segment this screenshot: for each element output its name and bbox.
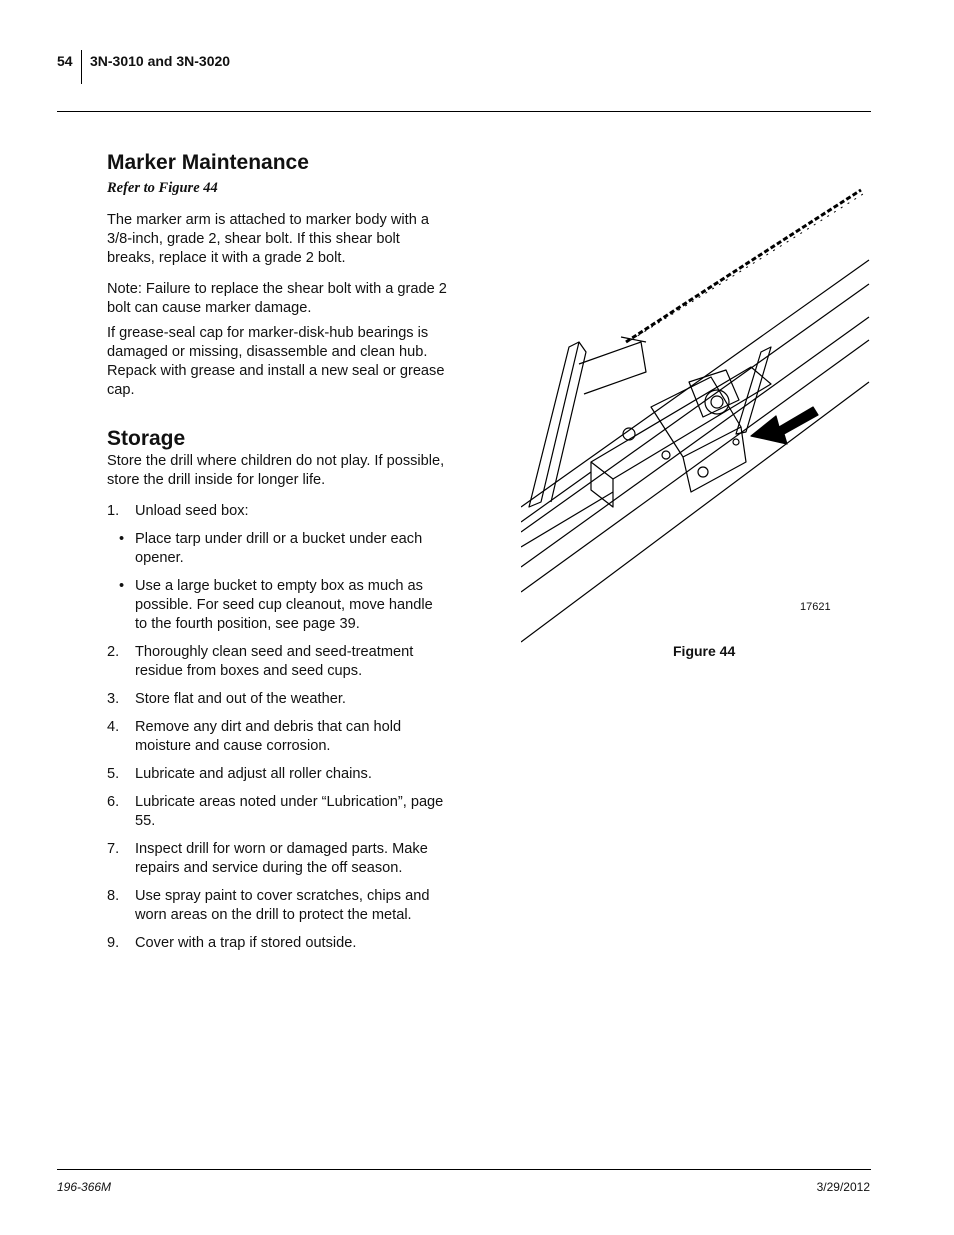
grease-cap-paragraph: If grease-seal cap for marker-disk-hub bearings is damaged or missing, disassemble and clean hub. Repack with grease and install a new seal or grease cap. [107,325,445,398]
page-number: 54 [57,53,73,69]
list-item [107,643,447,681]
figure-reference: Refer to Figure 44 [107,180,218,196]
main-column [107,150,447,962]
hub-bearing [689,370,739,417]
step-number: 8. [107,888,120,904]
bullet-text: Use a large bucket to empty box as much as possible. For seed cup cleanout, move handle to the fourth position, see page 39. [135,578,433,632]
step-text: Cover with a trap if stored outside. [135,935,357,951]
storage-steps [107,502,447,953]
figure-code: 17621 [800,601,831,613]
marker-arm [521,340,869,592]
hub-bearing [711,396,723,408]
footer-doc-number: 196-366M [57,1180,112,1194]
list-item [107,887,447,925]
step-text: Lubricate and adjust all roller chains. [135,766,372,782]
marker-maintenance-heading: Marker Maintenance [107,151,309,174]
step-number: 1. [107,503,120,519]
marker-paragraph: The marker arm is attached to marker body with a 3/8-inch, grade 2, shear bolt. If this shear bolt breaks, replace it with a grade 2 bolt. [107,212,429,266]
list-item [107,840,447,878]
footer-rule [57,1169,871,1170]
chain [626,190,861,342]
storage-heading: Storage [107,427,186,450]
list-item [107,530,447,568]
step-text: Use spray paint to cover scratches, chips and worn areas on the drill to protect the metal. [135,888,430,923]
step-number: 6. [107,794,120,810]
bullet-text: Place tarp under drill or a bucket under each opener. [135,531,423,566]
figure-caption: Figure 44 [673,643,736,659]
frame-post [551,342,586,502]
step-number: 9. [107,935,120,951]
arrow-icon [751,407,818,444]
step-number: 7. [107,841,120,857]
list-item [107,690,447,709]
header-divider [81,50,82,84]
step-number: 5. [107,766,120,782]
mounting-bracket [651,377,741,457]
list-item [107,765,447,784]
frame-post [529,342,579,507]
marker-note: Note: Failure to replace the shear bolt with a grade 2 bolt can cause marker damage. [107,281,447,316]
unload-substeps [119,530,447,634]
step-number: 3. [107,691,120,707]
bullet-glyph: • [119,578,125,594]
list-item [107,934,447,953]
step-text: Thoroughly clean seed and seed-treatment residue from boxes and seed cups. [135,644,414,679]
footer-date: 3/29/2012 [816,1180,870,1194]
list-item [107,502,447,634]
frame-bar [579,342,646,394]
bullet-glyph: • [119,531,125,547]
step-text: Remove any dirt and debris that can hold moisture and cause corrosion. [135,719,402,754]
storage-intro: Store the drill where children do not play. If possible, store the drill inside for longer life. [107,453,445,488]
chain [631,194,863,340]
step-number: 4. [107,719,120,735]
header-rule [57,111,871,112]
step-number: 2. [107,644,120,660]
square-tube [521,492,613,547]
list-item [107,718,447,756]
bolt-head [662,451,670,459]
figure-44-illustration [521,172,871,647]
marker-arm [521,317,869,567]
list-item [107,577,447,634]
step-text: Inspect drill for worn or damaged parts. Make repairs and service during the off season. [135,841,428,876]
mounting-bracket [683,427,746,492]
document-title: 3N-3010 and 3N-3020 [90,53,231,69]
shear-bolt [698,467,708,477]
list-item [107,793,447,831]
page-header [57,50,871,84]
bolt-head [733,439,739,445]
step-text: Lubricate areas noted under “Lubrication”, page 55. [135,794,444,829]
step-text: Unload seed box: [135,503,249,519]
step-text: Store flat and out of the weather. [135,691,346,707]
